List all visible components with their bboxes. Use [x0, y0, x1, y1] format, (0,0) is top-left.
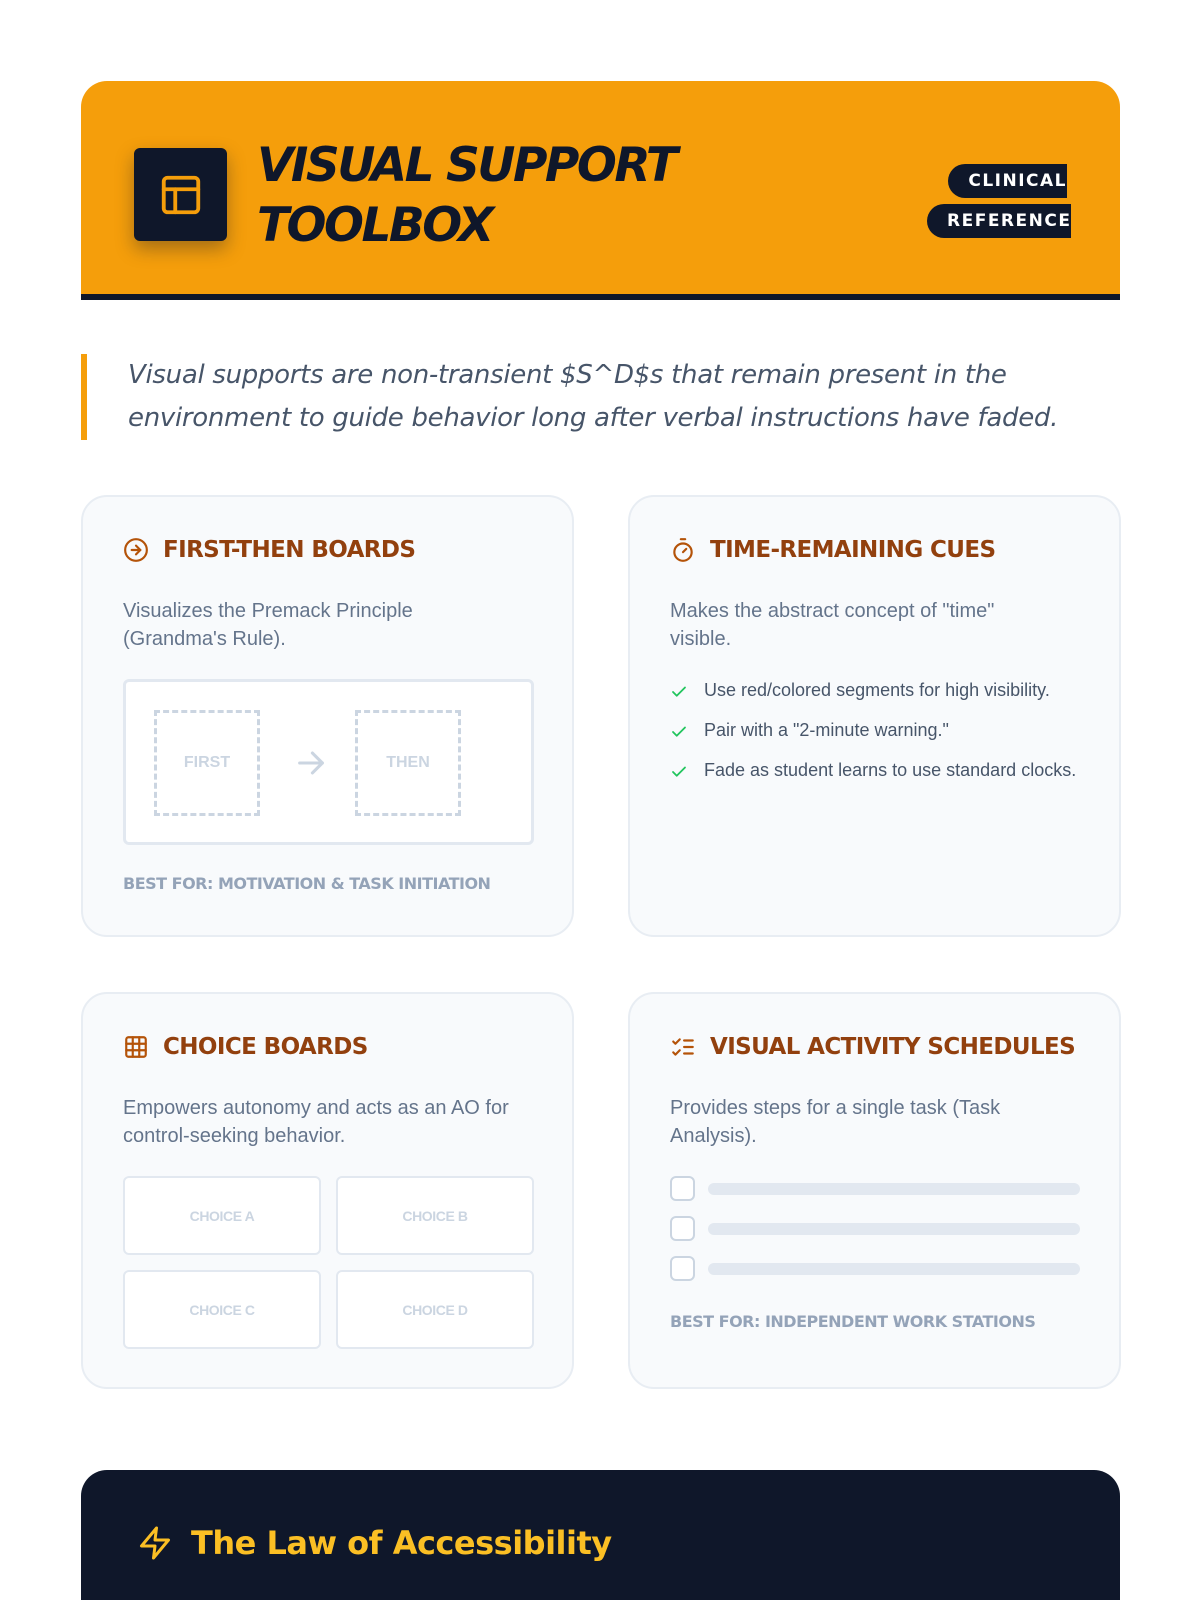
card-title-activity-schedules: VISUAL ACTIVITY SCHEDULES — [670, 1034, 1075, 1060]
list-checks-icon — [670, 1034, 696, 1060]
step-checkbox[interactable] — [670, 1256, 695, 1281]
card-description: Provides steps for a single task (Task Analysis). — [670, 1097, 1001, 1147]
card-description: Makes the abstract concept of "time" visible. — [670, 600, 995, 650]
choice-grid — [123, 1176, 534, 1349]
header-banner — [81, 81, 1120, 300]
schedule-step — [670, 1216, 1082, 1242]
time-cues-checklist — [670, 677, 1080, 797]
choice-card: CHOICE D — [336, 1270, 534, 1349]
step-checkbox[interactable] — [670, 1216, 695, 1241]
best-for-label: BEST FOR: MOTIVATION & TASK INITIATION — [123, 874, 491, 893]
check-icon — [670, 683, 688, 701]
clinical-reference-badge: CLINICAL REFERENCE — [927, 161, 1067, 241]
list-item: Fade as student learns to use standard clocks. — [670, 757, 1080, 784]
card-title-first-then: FIRST-THEN BOARDS — [123, 537, 415, 563]
card-description: Visualizes the Premack Principle (Grandma's Rule). — [123, 600, 413, 650]
list-item: Use red/colored segments for high visibility. — [670, 677, 1080, 704]
page-title: VISUAL SUPPORT TOOLBOX — [257, 138, 676, 253]
first-then-board — [123, 679, 534, 845]
then-slot: THEN — [355, 710, 461, 816]
card-description: Empowers autonomy and acts as an AO for control-seeking behavior. — [123, 1097, 509, 1147]
card-choice-boards — [81, 992, 574, 1389]
check-icon — [670, 763, 688, 781]
card-activity-schedules — [628, 992, 1121, 1389]
card-title-choice-boards: CHOICE BOARDS — [123, 1034, 368, 1060]
choice-card: CHOICE B — [336, 1176, 534, 1255]
card-title-time-remaining: TIME-REMAINING CUES — [670, 537, 995, 563]
step-checkbox[interactable] — [670, 1176, 695, 1201]
step-placeholder-bar — [708, 1223, 1080, 1235]
timer-icon — [670, 537, 696, 563]
logo-box — [134, 148, 227, 241]
card-first-then — [81, 495, 574, 937]
intro-quote: Visual supports are non-transient $S^D$s that remain present in the environment to guide behavior long after verbal instructions have faded. — [81, 354, 1120, 440]
law-of-accessibility-panel — [81, 1470, 1120, 1600]
step-placeholder-bar — [708, 1263, 1080, 1275]
best-for-label: BEST FOR: INDEPENDENT WORK STATIONS — [670, 1312, 1036, 1331]
choice-card: CHOICE A — [123, 1176, 321, 1255]
lightning-icon — [137, 1525, 173, 1561]
step-placeholder-bar — [708, 1183, 1080, 1195]
layout-template-icon — [158, 172, 204, 218]
schedule-step — [670, 1176, 1082, 1202]
law-title: The Law of Accessibility — [137, 1524, 612, 1562]
card-time-remaining — [628, 495, 1121, 937]
arrow-right-icon — [294, 746, 328, 780]
grid-icon — [123, 1034, 149, 1060]
choice-card: CHOICE C — [123, 1270, 321, 1349]
list-item: Pair with a "2-minute warning." — [670, 717, 1080, 744]
schedule-step — [670, 1256, 1082, 1282]
arrow-right-circle-icon — [123, 537, 149, 563]
check-icon — [670, 723, 688, 741]
first-slot: FIRST — [154, 710, 260, 816]
